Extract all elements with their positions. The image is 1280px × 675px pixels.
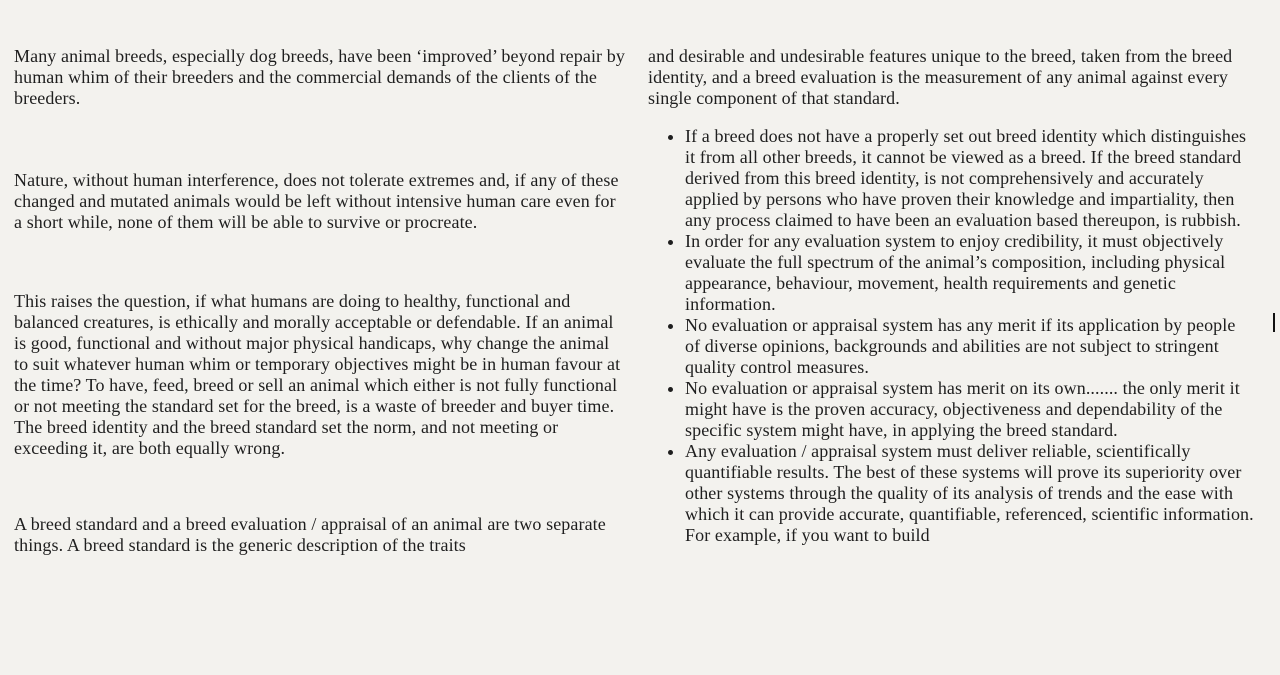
bullet-breed-identity: • If a breed does not have a properly set out breed identity which distinguishes it from all other breeds, it cannot be viewed as a breed. If the breed standard derived from this breed identity, is not comprehensively and accurately applied by persons who have proven their knowledge and impartiality, then any process claimed to have been an evaluation based thereupon, is rubbish. (685, 126, 1254, 231)
right-text-column (648, 0, 1254, 546)
paragraph-nature-extremes: Nature, without human interference, does not tolerate extremes and, if any of these changed and mutated animals would be left without intensive human care even for a short while, none of them will be able to survive or procreate. (14, 170, 619, 232)
bullet-credibility: • In order for any evaluation system to enjoy credibility, it must objectively evaluate the full spectrum of the animal’s composition, including physical appearance, behaviour, movement, health requirements and genetic information. (685, 231, 1254, 315)
left-text-column (14, 0, 626, 556)
paragraph-desirable-undesirable-features: and desirable and undesirable features unique to the breed, taken from the breed identity, and a breed evaluation is the measurement of any animal against every single component of that standard. (648, 46, 1233, 108)
bullet-merit-on-its-own: • No evaluation or appraisal system has merit on its own....... the only merit it might have is the proven accuracy, objectiveness and dependability of the specific system might have, in applying the breed standard. (685, 378, 1254, 441)
paragraph-improved-beyond-repair: Many animal breeds, especially dog breeds, have been ‘improved’ beyond repair by human whim of their breeders and the commercial demands of the clients of the breeders. (14, 46, 625, 108)
text-cursor (1273, 313, 1275, 332)
bullet-quality-control: • No evaluation or appraisal system has any merit if its application by people of diverse opinions, backgrounds and abilities are not subject to stringent quality control measures. (685, 315, 1254, 378)
bullet-reliable-results: • Any evaluation / appraisal system must deliver reliable, scientifically quantifiable results. The best of these systems will prove its superiority over other systems through the quality of its analysis of trends and the ease with which it can provide accurate, quantifiable, referenced, scientific information. For example, if you want to build (685, 441, 1254, 546)
paragraph-raises-the-question: This raises the question, if what humans are doing to healthy, functional and balanced creatures, is ethically and morally acceptable or defendable. If an animal is good, functional and without major physical handicaps, why change the animal to suit whatever human whim or temporary objectives might be in human favour at the time? To have, feed, breed or sell an animal which either is not fully functional or not meeting the standard set for the breed, is a waste of breeder and buyer time. The breed identity and the breed standard set the norm, and not meeting or exceeding it, are both equally wrong. (14, 291, 621, 458)
evaluation-bullet-list (648, 126, 1254, 546)
paragraph-breed-standard-vs-evaluation: A breed standard and a breed evaluation / appraisal of an animal are two separate things. A breed standard is the generic description of the traits (14, 514, 606, 555)
